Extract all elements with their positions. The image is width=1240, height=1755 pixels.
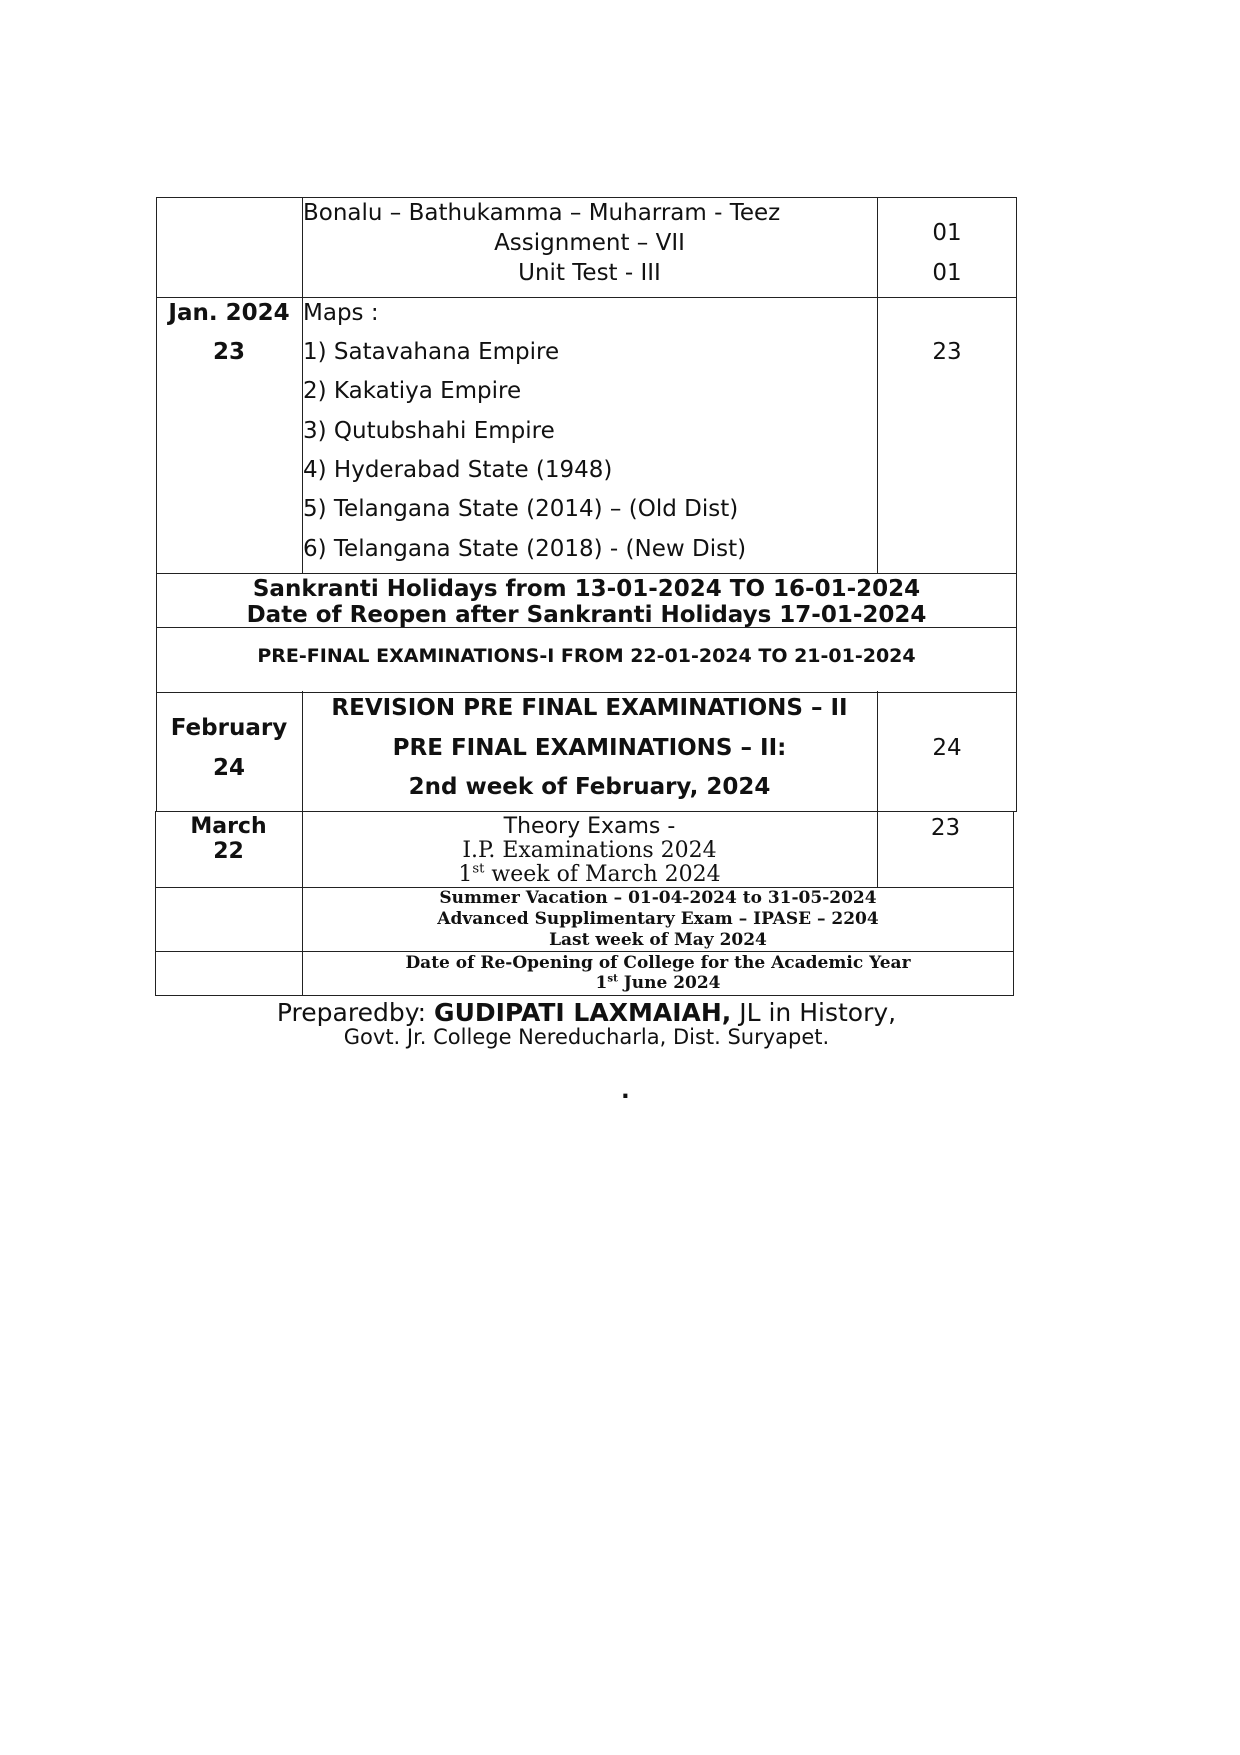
- summer-line1: Summer Vacation – 01-04-2024 to 31-05-2024: [439, 888, 877, 908]
- march-count: 23: [930, 815, 961, 841]
- prepared-by-prefix: Preparedby:: [276, 998, 435, 1027]
- reopen-line2-post: June 2024: [617, 973, 721, 993]
- summer-col1-cell: [155, 886, 302, 952]
- feb-line1: REVISION PRE FINAL EXAMINATIONS – II: [331, 695, 848, 721]
- march-line1: Theory Exams -: [503, 814, 676, 839]
- map-item: 5) Telangana State (2014) – (Old Dist): [303, 496, 739, 522]
- holidays-line1: Sankranti Holidays from 13-01-2024 TO 16-01-2024: [252, 576, 921, 602]
- author-name: GUDIPATI LAXMAIAH,: [434, 998, 732, 1027]
- college-line: Govt. Jr. College Nereducharla, Dist. Suryapet.: [343, 1025, 830, 1049]
- summer-line3: Last week of May 2024: [549, 930, 767, 950]
- row1-count2: 01: [932, 260, 962, 286]
- prepared-by-line: [156, 1000, 1017, 1025]
- map-item: 6) Telangana State (2018) - (New Dist): [303, 536, 747, 562]
- march-line3-pre: 1: [458, 862, 473, 887]
- feb-days: 24: [212, 755, 245, 781]
- row1-line1: Bonalu – Bathukamma – Muharram - Teez: [303, 200, 781, 226]
- prefinal-text: PRE-FINAL EXAMINATIONS-I FROM 22-01-2024 TO 21-01-2024: [257, 645, 916, 667]
- row1-col1-cell: [156, 197, 302, 298]
- row2-heading: Maps :: [303, 300, 379, 326]
- march-line2: I.P. Examinations 2024: [462, 838, 717, 863]
- reopen-col1-cell: [155, 950, 302, 996]
- march-line3-sup: st: [472, 861, 485, 877]
- map-item: 4) Hyderabad State (1948): [303, 457, 613, 483]
- map-item: 2) Kakatiya Empire: [303, 378, 522, 404]
- reopen-line1: Date of Re-Opening of College for the Academic Year: [405, 953, 911, 973]
- row2-days: 23: [212, 339, 245, 365]
- summer-line2: Advanced Supplimentary Exam – IPASE – 2204: [437, 909, 879, 929]
- feb-line2: PRE FINAL EXAMINATIONS – II:: [392, 735, 787, 761]
- row2-col3-cell: [877, 296, 1017, 574]
- map-item: 3) Qutubshahi Empire: [303, 418, 555, 444]
- row1-line2: Assignment – VII: [494, 230, 685, 256]
- reopen-line2-pre: 1: [595, 973, 608, 993]
- row2-col1-cell: [156, 296, 302, 574]
- reopen-line2: [302, 972, 1014, 993]
- row1-line3: Unit Test - III: [518, 260, 661, 286]
- holidays-line2: Date of Reopen after Sankranti Holidays 17-01-2024: [246, 602, 927, 628]
- march-days: 22: [213, 839, 244, 864]
- march-month: March: [190, 814, 267, 839]
- row1-count1: 01: [932, 220, 962, 246]
- feb-month: February: [170, 715, 288, 741]
- trailing-dot: .: [621, 1078, 630, 1104]
- row2-count: 23: [932, 339, 962, 365]
- feb-count: 24: [932, 735, 962, 761]
- march-line3: [302, 861, 877, 887]
- reopen-line2-sup: st: [607, 972, 618, 985]
- feb-line3: 2nd week of February, 2024: [408, 774, 771, 800]
- map-item: 1) Satavahana Empire: [303, 339, 560, 365]
- march-line3-post: week of March 2024: [484, 862, 721, 887]
- feb-col1-cell: [156, 691, 302, 812]
- author-role: JL in History,: [731, 998, 897, 1027]
- row2-month: Jan. 2024: [168, 300, 290, 326]
